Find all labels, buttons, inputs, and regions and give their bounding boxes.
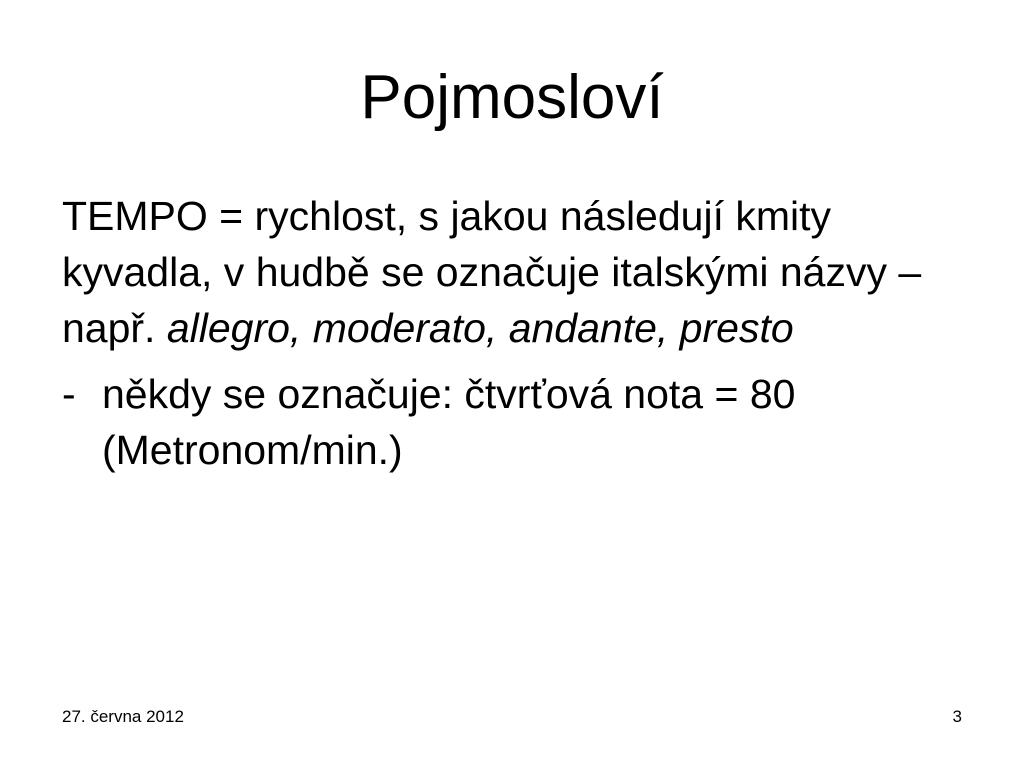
slide-body xyxy=(62,188,962,478)
bullet-marker: - xyxy=(62,371,76,417)
slide-title: Pojmosloví xyxy=(360,63,664,132)
italic-examples: allegro, moderato, andante, presto xyxy=(166,305,794,351)
footer-date: 27. června 2012 xyxy=(62,707,184,726)
definition-text: TEMPO = rychlost, s jakou následují kmity kyvadla, v hudbě se označuje italskými názvy – např. xyxy=(62,193,922,351)
bullet-item xyxy=(62,366,962,478)
page-number: 3 xyxy=(952,707,962,726)
bullet-text: někdy se označuje: čtvrťová nota = 80 (Metronom/min.) xyxy=(102,371,796,473)
definition-paragraph xyxy=(62,188,962,356)
